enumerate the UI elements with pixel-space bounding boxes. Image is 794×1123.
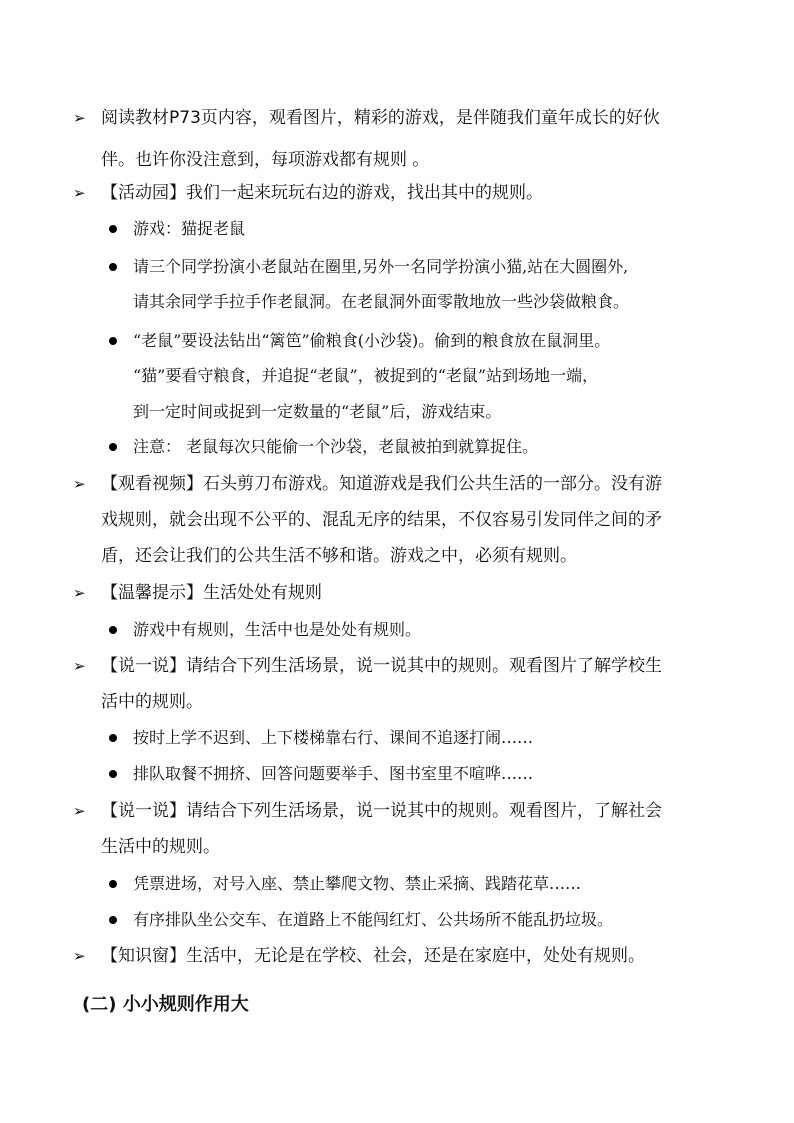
dot-bullet-icon <box>109 263 117 271</box>
bullet-text: 排队取餐不拥挤、回答问题要举手、图书室里不喧哗…… <box>133 764 534 783</box>
arrow-bullet-icon: ➢ <box>73 475 86 493</box>
dot-bullet-icon <box>109 225 117 233</box>
paragraph-line: 阅读教材P73页内容，观看图片，精彩的游戏，是伴随我们童年成长的好伙 <box>101 108 660 128</box>
paragraph-line: 【观看视频】石头剪刀布游戏。知道游戏是我们公共生活的一部分。没有游 <box>101 474 662 494</box>
paragraph-line: 盾，还会让我们的公共生活不够和谐。游戏之中，必须有规则。 <box>101 546 577 566</box>
section-title: 【温馨提示】生活处处有规则 <box>101 583 322 603</box>
dot-bullet-icon <box>109 770 117 778</box>
bullet-text: 到一定时间或捉到一定数量的“老鼠”后，游戏结束。 <box>133 402 502 421</box>
arrow-bullet-icon: ➢ <box>73 184 86 202</box>
dot-bullet-icon <box>109 916 117 924</box>
bullet-text: 游戏：猫捉老鼠 <box>133 219 246 238</box>
paragraph-line: 活中的规则。 <box>101 692 203 712</box>
dot-bullet-icon <box>109 443 117 451</box>
arrow-bullet-icon: ➢ <box>73 657 86 675</box>
bullet-text: 注意： 老鼠每次只能偷一个沙袋，老鼠被拍到就算捉住。 <box>133 437 539 456</box>
arrow-bullet-icon: ➢ <box>73 109 86 127</box>
bullet-text: 游戏中有规则，生活中也是处处有规则。 <box>133 620 422 639</box>
dot-bullet-icon <box>109 734 117 742</box>
arrow-bullet-icon: ➢ <box>73 947 86 965</box>
bullet-text: 请其余同学手拉手作老鼠洞。在老鼠洞外面零散地放一些沙袋做粮食。 <box>133 292 630 311</box>
section-heading: (二) 小小规则作用大 <box>82 994 249 1015</box>
dot-bullet-icon <box>109 880 117 888</box>
paragraph-line: 伴。也许你没注意到，每项游戏都有规则 。 <box>101 150 430 170</box>
bullet-text: 有序排队坐公交车、在道路上不能闯红灯、公共场所不能乱扔垃圾。 <box>133 910 614 929</box>
paragraph-line: 【说一说】请结合下列生活场景，说一说其中的规则。观看图片，了解社会 <box>101 801 662 821</box>
section-title: 【活动园】我们一起来玩玩右边的游戏，找出其中的规则。 <box>101 183 543 203</box>
dot-bullet-icon <box>109 337 117 345</box>
paragraph-line: 生活中的规则。 <box>101 837 220 857</box>
dot-bullet-icon <box>109 626 117 634</box>
bullet-text: 凭票进场，对号入座、禁止攀爬文物、禁止采摘、践踏花草…… <box>133 874 582 893</box>
bullet-text: “老鼠”要设法钻出“篱笆”偷粮食(小沙袋)。偷到的粮食放在鼠洞里。 <box>133 331 611 350</box>
paragraph-line: 【说一说】请结合下列生活场景，说一说其中的规则。观看图片了解学校生 <box>101 656 662 676</box>
bullet-text: 请三个同学扮演小老鼠站在圈里,另外一名同学扮演小猫,站在大圆圈外, <box>133 257 629 276</box>
arrow-bullet-icon: ➢ <box>73 802 86 820</box>
bullet-text: 按时上学不迟到、上下楼梯靠右行、课间不追逐打闹…… <box>133 728 534 747</box>
paragraph-line: 戏规则，就会出现不公平的、混乱无序的结果，不仅容易引发同伴之间的矛 <box>101 510 662 530</box>
arrow-bullet-icon: ➢ <box>73 584 86 602</box>
bullet-text: “猫”要看守粮食，并追捉“老鼠”，被捉到的“老鼠”站到场地一端， <box>133 366 599 385</box>
section-title: 【知识窗】生活中，无论是在学校、社会，还是在家庭中，处处有规则。 <box>101 946 645 966</box>
